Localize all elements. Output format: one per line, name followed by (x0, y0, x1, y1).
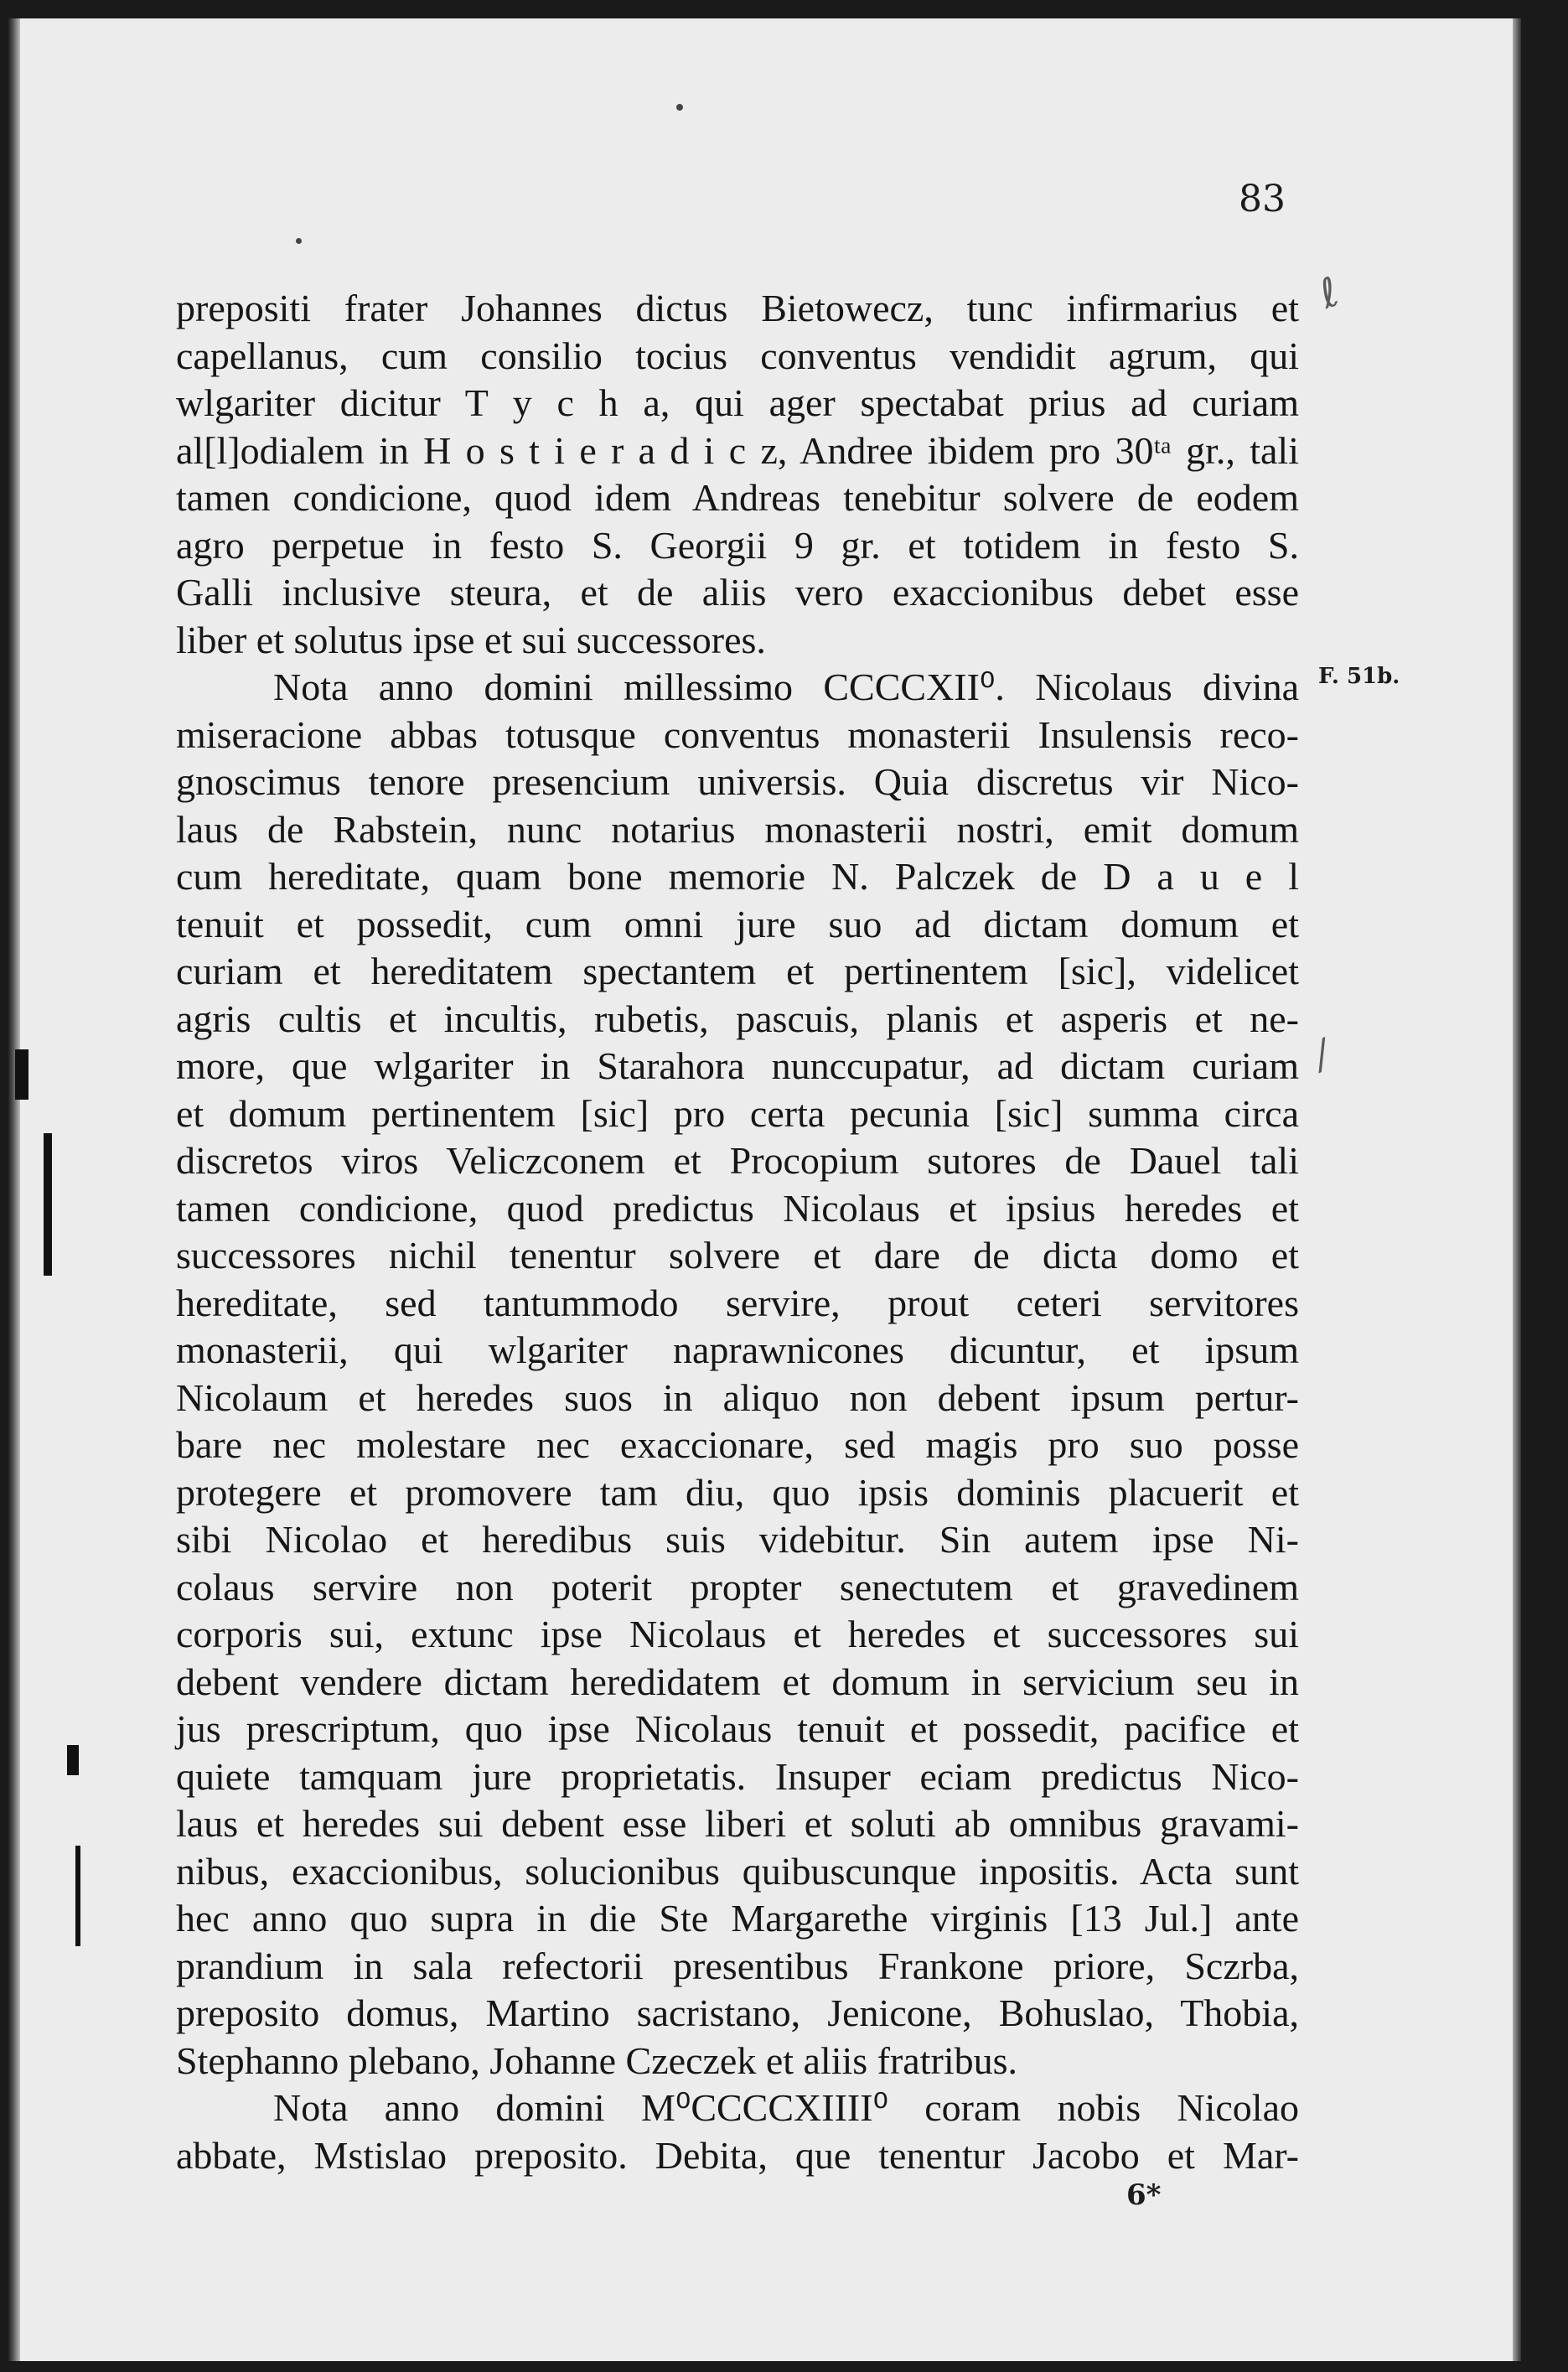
text-line: al[l]odialem in H o s t i e r a d i c z, Andree ibidem pro 30ᵗᵃ gr., tali (176, 428, 1299, 472)
text-line: wlgariter dicitur T y c h a, qui ager spectabat prius ad curiam (176, 381, 1299, 424)
text-line: discretos viros Veliczconem et Procopium sutores de Dauel tali (176, 1139, 1299, 1182)
text-line: capellanus, cum consilio tocius conventus vendidit agrum, qui (176, 334, 1299, 377)
folio-reference: F. 51b. (1318, 664, 1400, 689)
text-line: hereditate, sed tantummodo servire, prout ceteri servitores (176, 1281, 1299, 1324)
text-line: liber et solutus ipse et sui successores. (176, 618, 766, 661)
text-line: colaus servire non poterit propter senectutem et gravedinem (176, 1565, 1299, 1608)
text-line: tamen condicione, quod idem Andreas tenebitur solvere de eodem (176, 476, 1299, 519)
text-line: et domum pertinentem [sic] pro certa pecunia [sic] summa circa (176, 1091, 1299, 1135)
binding-mark (67, 1745, 79, 1775)
text-line: prepositi frater Johannes dictus Bietowecz, tunc infirmarius et (176, 287, 1299, 329)
text-line: tamen condicione, quod predictus Nicolaus et ipsius heredes et (176, 1186, 1299, 1230)
text-line: Stephanno plebano, Johanne Czeczek et aliis fratribus. (176, 2038, 1018, 2082)
text-line: preposito domus, Martino sacristano, Jenicone, Bohuslao, Thobia, (176, 1991, 1299, 2034)
ink-speck (676, 104, 683, 111)
text-line: monasterii, qui wlgariter naprawnicones dicuntur, et ipsum (176, 1328, 1299, 1371)
body-text (176, 285, 1299, 2179)
book-page (8, 18, 1521, 2361)
text-line: agro perpetue in festo S. Georgii 9 gr. et totidem in festo S. (176, 523, 1299, 567)
text-line: prandium in sala refectorii presentibus Frankone priore, Sczrba, (176, 1944, 1299, 1987)
text-line: curiam et hereditatem spectantem et pertinentem [sic], videlicet (176, 950, 1299, 992)
binding-mark (75, 1846, 80, 1946)
page-right-edge (1513, 18, 1521, 2361)
text-line: laus de Rabstein, nunc notarius monasterii nostri, emit domum (176, 807, 1299, 851)
text-line: hec anno quo supra in die Ste Margarethe virginis [13 Jul.] ante (176, 1897, 1299, 1940)
text-line: agris cultis et incultis, rubetis, pascuis, planis et asperis et ne- (176, 997, 1299, 1040)
binding-shadow (8, 18, 20, 2361)
text-line: laus et heredes sui debent esse liberi et soluti ab omnibus gravami- (176, 1802, 1299, 1845)
text-line: abbate, Mstislao preposito. Debita, que tenentur Jacobo et Mar- (176, 2133, 1299, 2177)
text-line: Nicolaum et heredes suos in aliquo non debent ipsum pertur- (176, 1375, 1299, 1419)
pencil-check-mark: ℓ (1313, 268, 1345, 319)
text-line: gnoscimus tenore presencium universis. Quia discretus vir Nico- (176, 760, 1299, 803)
text-line: jus prescriptum, quo ipse Nicolaus tenuit et possedit, pacifice et (176, 1707, 1299, 1750)
text-line: quiete tamquam jure proprietatis. Insuper eciam predictus Nico- (176, 1754, 1299, 1798)
text-line: debent vendere dictam heredidatem et domum in servicium seu in (176, 1660, 1299, 1703)
text-line: bare nec molestare nec exaccionare, sed magis pro suo posse (176, 1423, 1299, 1466)
text-line: Galli inclusive steura, et de aliis vero exaccionibus debet esse (176, 571, 1299, 614)
text-line: corporis sui, extunc ipse Nicolaus et heredes et successores sui (176, 1613, 1299, 1655)
binding-mark (15, 1049, 28, 1100)
text-line: more, que wlgariter in Starahora nunccupatur, ad dictam curiam (176, 1044, 1299, 1087)
text-line: nibus, exaccionibus, solucionibus quibuscunque inpositis. Acta sunt (176, 1849, 1299, 1893)
text-line: protegere et promovere tam diu, quo ipsis dominis placuerit et (176, 1470, 1299, 1514)
text-line: tenuit et possedit, cum omni jure suo ad dictam domum et (176, 902, 1299, 945)
text-line: miseracione abbas totusque conventus monasterii Insulensis reco- (176, 712, 1299, 756)
signature-mark: 6* (1126, 2178, 1162, 2212)
text-line: successores nichil tenentur solvere et dare de dicta domo et (176, 1234, 1299, 1277)
text-line: cum hereditate, quam bone memorie N. Palczek de D a u e l (176, 855, 1299, 898)
page-number: 83 (1239, 178, 1286, 220)
text-line: Nota anno domini millessimo CCCCXII⁰. Nicolaus divina (273, 666, 1299, 708)
text-line: Nota anno domini M⁰CCCCXIIII⁰ coram nobis Nicolao (273, 2086, 1299, 2129)
text-line: sibi Nicolao et heredibus suis videbitur. Sin autem ipse Ni- (176, 1518, 1299, 1561)
binding-mark (44, 1133, 52, 1276)
ink-speck (296, 238, 302, 244)
pencil-check-mark: ⁄ (1309, 1033, 1336, 1080)
